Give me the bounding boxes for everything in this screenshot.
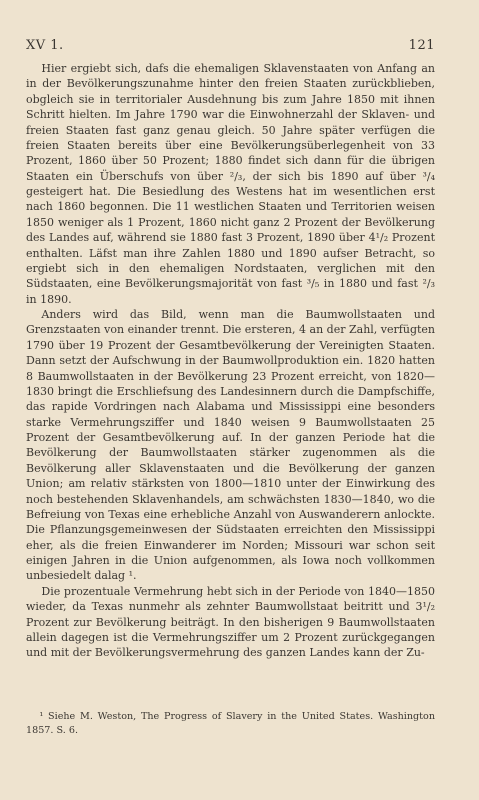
chapter-marker: XV 1. (26, 38, 64, 53)
footnote (26, 710, 435, 738)
paragraph: Die prozentuale Vermehrung hebt sich in der Periode von 1840—1850 wieder, da Texas nunmehr als zehnter Baumwollstaat beitritt und 3¹/₂ Prozent zur Bevölkerung beiträgt. In den bisherigen 9 Baumwollstaaten allein dagegen ist die Vermehrungsziffer um 2 Prozent zurückgegangen und mit der Bevölkerungsvermehrung des ganzen Landes kann der Zu- (26, 584, 435, 660)
paragraph: Hier ergiebt sich, dafs die ehemaligen Sklavenstaaten von Anfang an in der Bevölkerungszunahme hinter den freien Staaten zurückblieben, obgleich sie in territorialer Ausdehnung bis zum Jahre 1850 mit ihnen Schritt hielten. Im Jahre 1790 war die Einwohnerzahl der Sklaven- und freien Staaten fast ganz genau gleich. 50 Jahre später verfügen die freien Staaten bereits über eine Bevölkerungsüberlegenheit von 33 Prozent, 1860 über 50 Prozent; 1880 findet sich dann für die übrigen Staaten ein Überschufs von über ²/₃, der sich bis 1890 auf über ³/₄ gesteigert hat. Die Besiedlung des Westens hat im wesentlichen erst nach 1860 begonnen. Die 11 westlichen Staaten und Territorien weisen 1850 weniger als 1 Prozent, 1860 nicht ganz 2 Prozent der Bevölkerung des Landes auf, während sie 1880 fast 3 Prozent, 1890 über 4¹/₂ Prozent enthalten. Läfst man ihre Zahlen 1880 und 1890 aufser Betracht, so ergiebt sich in den ehemaligen Nordstaaten, verglichen mit den Südstaaten, eine Bevölkerungsmajorität von fast ³/₅ in 1880 und fast ²/₃ in 1890. (26, 62, 435, 306)
paragraph: Anders wird das Bild, wenn man die Baumwollstaaten und Grenzstaaten von einander trennt. Die ersteren, 4 an der Zahl, verfügten 1790 über 19 Prozent der Gesamtbevölkerung der Vereinigten Staaten. Dann setzt der Aufschwung in der Baumwollproduktion ein. 1820 hatten 8 Baumwollstaaten in der Bevölkerung 23 Prozent erreicht, von 1820—1830 bringt die Erschliefsung des Landesinnern durch die Dampfschiffe, das rapide Vordringen nach Alabama und Mississippi eine besonders starke Vermehrungsziffer und 1840 weisen 9 Baumwollstaaten 25 Prozent der Gesamtbevölkerung auf. In der ganzen Periode hat die Bevölkerung der Baumwollstaaten stärker zugenommen als die Bevölkerung aller Sklavenstaaten und die Bevölkerung der ganzen Union; am relativ stärksten von 1800—1810 unter der Einwirkung des noch bestehenden Sklavenhandels, am schwächsten 1830—1840, wo die Befreiung von Texas eine erhebliche Anzahl von Auswanderern anlockte. Die Pflanzungsgemeinwesen der Südstaaten erreichten den Mississippi eher, als die freien Einwanderer im Norden; Missouri war schon seit einigen Jahren in die Union aufgenommen, als Iowa noch vollkommen unbesiedelt dalag ¹. (26, 308, 435, 583)
footnote-text: ¹ Siehe M. Weston, The Progress of Slavery in the United States. Washington 1857. S. 6. (26, 711, 435, 736)
body-text (26, 61, 435, 661)
page-number: 121 (408, 38, 435, 53)
